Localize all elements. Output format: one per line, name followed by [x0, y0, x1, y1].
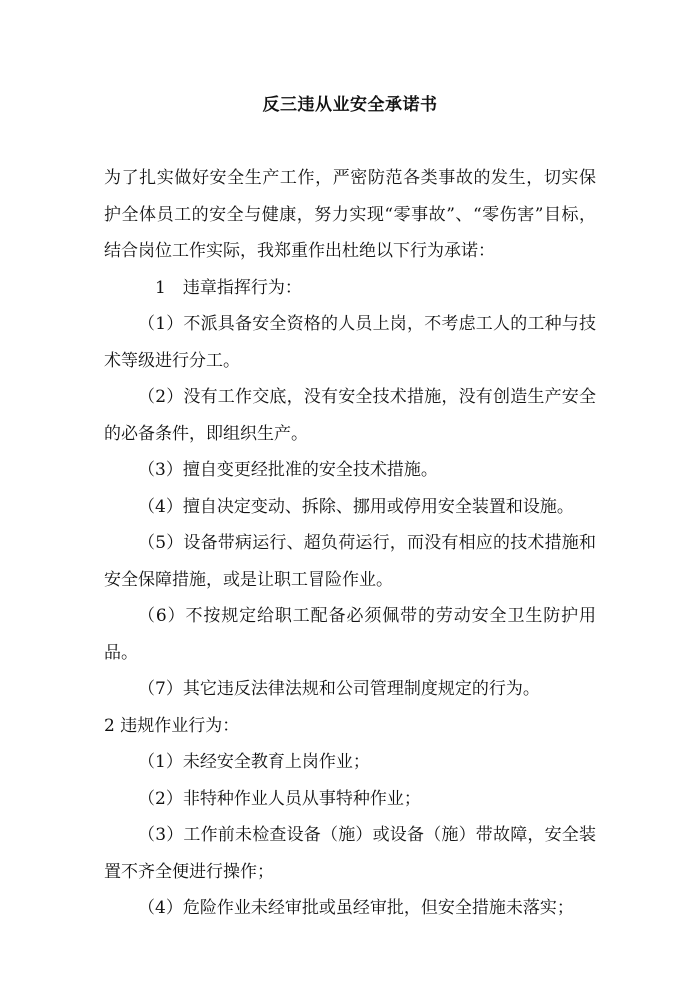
section1-item-4: （4）擅自决定变动、拆除、挪用或停用安全装置和设施。 — [138, 496, 574, 517]
section1-item-3: （3）擅自变更经批准的安全技术措施。 — [138, 460, 438, 480]
section1-item-2: （2）没有工作交底，没有安全技术措施，没有创造生产安全的必备条件，即组织生产。 — [104, 387, 596, 444]
intro-paragraph: 为了扎实做好安全生产工作，严密防范各类事故的发生，切实保护全体员工的安全与健康，努力实现“零事故”、“零伤害”目标，结合岗位工作实际，我郑重作出杜绝以下行为承诺： — [104, 168, 596, 261]
section2-heading: 2 违规作业行为： — [104, 715, 240, 736]
section1-heading: 1 违章指挥行为： — [155, 277, 302, 298]
section2-item-4: （4）危险作业未经审批或虽经审批，但安全措施未落实； — [138, 898, 574, 918]
section1-item-5: （5）设备带病运行、超负荷运行，而没有相应的技术措施和安全保障措施，或是让职工冒险作业。 — [104, 533, 596, 590]
section1-item-6: （6）不按规定给职工配备必须佩带的劳动安全卫生防护用品。 — [104, 606, 596, 663]
section2-item-3: （3）工作前未检查设备（施）或设备（施）带故障，安全装置不齐全便进行操作； — [104, 825, 596, 882]
document-title: 反三违从业安全承诺书 — [262, 95, 438, 115]
section2-item-2: （2）非特种作业人员从事特种作业； — [138, 788, 421, 809]
section2-item-1: （1）未经安全教育上岗作业； — [138, 752, 370, 772]
document-body — [104, 160, 596, 927]
section1-item-7: （7）其它违反法律法规和公司管理制度规定的行为。 — [138, 679, 540, 699]
section1-item-1: （1）不派具备安全资格的人员上岗，不考虑工人的工种与技术等级进行分工。 — [104, 314, 596, 371]
